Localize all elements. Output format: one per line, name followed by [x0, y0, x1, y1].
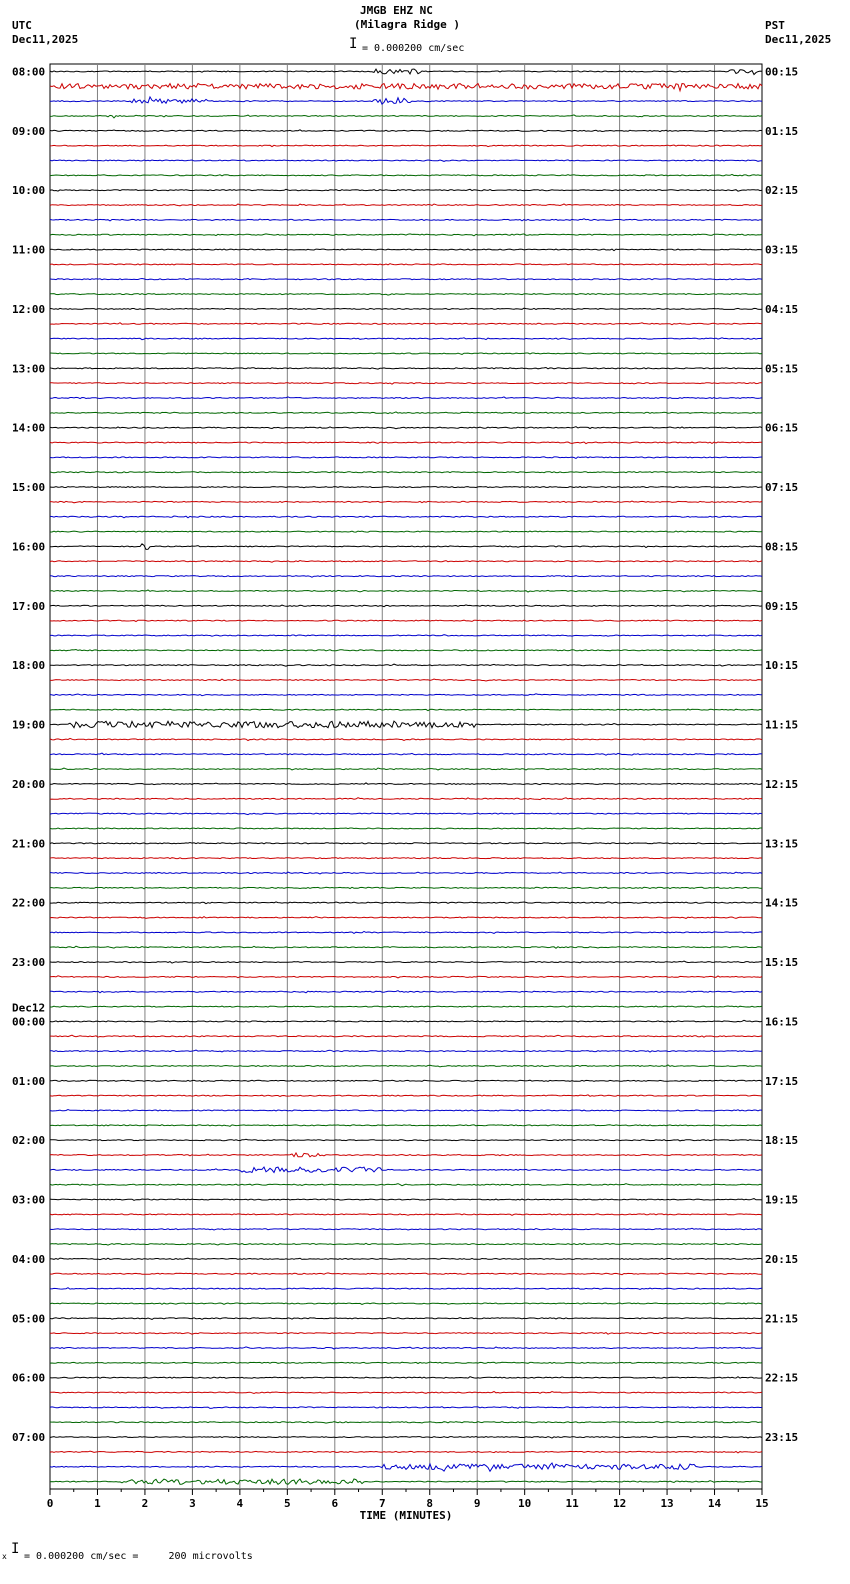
x-tick-label: 1 [94, 1497, 101, 1510]
trace-line [50, 1228, 762, 1230]
utc-hour-label: 13:00 [12, 362, 46, 376]
trace-line [50, 1139, 762, 1141]
trace-line [50, 828, 762, 829]
trace-line [50, 1110, 762, 1112]
pst-hour-label: 17:15 [765, 1074, 799, 1088]
trace-line [50, 279, 762, 280]
pst-hour-label: 02:15 [765, 184, 799, 198]
trace-line [50, 1392, 762, 1394]
utc-hour-label: 09:00 [12, 124, 46, 138]
trace-line [50, 174, 762, 175]
pst-hour-label: 22:15 [765, 1371, 799, 1385]
left-date: Dec11,2025 [12, 33, 79, 46]
trace-line [50, 721, 762, 728]
pst-hour-label: 12:15 [765, 777, 799, 791]
trace-line [50, 1214, 762, 1215]
pst-hour-label: 09:15 [765, 599, 799, 613]
trace-line [50, 635, 762, 637]
trace-line [50, 219, 762, 221]
trace-line [50, 1288, 762, 1290]
utc-hour-label: 04:00 [12, 1252, 46, 1266]
pst-hour-label: 20:15 [765, 1252, 799, 1266]
x-tick-label: 13 [660, 1497, 674, 1510]
trace-line [50, 1437, 762, 1439]
utc-hour-label: 06:00 [12, 1371, 46, 1385]
trace-line [50, 1095, 762, 1097]
trace-line [50, 768, 762, 770]
trace-line [50, 487, 762, 488]
plot-frame [50, 64, 762, 1489]
trace-line [50, 650, 762, 651]
trace-line [50, 323, 762, 325]
trace-line [50, 576, 762, 578]
right-timezone: PST [765, 19, 785, 32]
x-tick-label: 8 [426, 1497, 434, 1510]
trace-line [50, 798, 762, 800]
trace-line [50, 843, 762, 844]
utc-hour-label: 16:00 [12, 540, 46, 554]
trace-line [50, 115, 762, 118]
trace-line [50, 516, 762, 518]
pst-hour-label: 14:15 [765, 896, 799, 910]
footer-corner-mark: x [2, 1552, 7, 1561]
utc-hour-label: 07:00 [12, 1431, 46, 1445]
trace-line [50, 709, 762, 711]
trace-line [50, 1184, 762, 1186]
trace-line [50, 1258, 762, 1260]
trace-line [50, 976, 762, 978]
utc-hour-label: 05:00 [12, 1312, 46, 1326]
pst-hour-label: 06:15 [765, 421, 799, 435]
trace-line [50, 858, 762, 859]
trace-line [50, 738, 762, 740]
trace-line [50, 887, 762, 889]
trace-line [50, 544, 762, 550]
utc-hour-label: 12:00 [12, 302, 46, 316]
pst-hour-label: 23:15 [765, 1431, 799, 1445]
trace-line [50, 1167, 762, 1172]
pst-hour-label: 19:15 [765, 1193, 799, 1207]
trace-line [50, 902, 762, 904]
trace-line [50, 1479, 762, 1484]
scale-label: = 0.000200 cm/sec [362, 43, 465, 54]
trace-line [50, 679, 762, 681]
trace-line [50, 917, 762, 919]
trace-line [50, 294, 762, 296]
x-tick-label: 5 [284, 1497, 291, 1510]
pst-hour-label: 04:15 [765, 302, 799, 316]
trace-line [50, 1020, 762, 1022]
pst-hour-label: 16:15 [765, 1015, 799, 1029]
trace-line [50, 694, 762, 696]
pst-hour-label: 10:15 [765, 659, 799, 673]
trace-line [50, 457, 762, 459]
trace-line [50, 1006, 762, 1007]
trace-line [50, 130, 762, 132]
trace-line [50, 961, 762, 963]
utc-date-change-label: Dec12 [12, 1001, 46, 1015]
trace-line [50, 1407, 762, 1409]
utc-hour-label: 17:00 [12, 599, 46, 613]
trace-line [50, 368, 762, 370]
footer-scale-icon: I [11, 1541, 20, 1557]
utc-hour-label: 21:00 [12, 837, 46, 851]
trace-line [50, 1362, 762, 1364]
trace-line [50, 1333, 762, 1335]
utc-hour-label: 01:00 [12, 1074, 46, 1088]
trace-line [50, 69, 762, 75]
trace-line [50, 813, 762, 815]
trace-line [50, 189, 762, 191]
station-title: JMGB EHZ NC [360, 4, 433, 17]
trace-line [50, 1422, 762, 1423]
trace-line [50, 234, 762, 236]
trace-line [50, 1153, 762, 1157]
x-tick-label: 14 [707, 1497, 722, 1510]
trace-line [50, 84, 762, 91]
trace-line [50, 783, 762, 785]
trace-line [50, 1065, 762, 1067]
left-timezone: UTC [12, 19, 32, 32]
utc-hour-label: 18:00 [12, 659, 46, 673]
trace-line [50, 97, 762, 104]
trace-line [50, 383, 762, 385]
trace-line [50, 1050, 762, 1052]
utc-hour-label: 20:00 [12, 777, 46, 791]
trace-line [50, 204, 762, 206]
pst-hour-label: 07:15 [765, 481, 799, 495]
utc-hour-label: 15:00 [12, 481, 46, 495]
x-tick-label: 11 [565, 1497, 579, 1510]
utc-hour-label: 22:00 [12, 896, 46, 910]
x-tick-label: 15 [755, 1497, 769, 1510]
utc-hour-label: 03:00 [12, 1193, 46, 1207]
pst-hour-label: 13:15 [765, 837, 799, 851]
trace-line [50, 946, 762, 948]
trace-line [50, 1273, 762, 1275]
trace-line [50, 1243, 762, 1245]
x-tick-label: 2 [141, 1497, 149, 1510]
trace-line [50, 664, 762, 666]
utc-hour-label: 08:00 [12, 65, 46, 79]
utc-hour-label: 00:00 [12, 1015, 46, 1029]
trace-line [50, 931, 762, 933]
x-tick-label: 3 [189, 1497, 196, 1510]
trace-line [50, 590, 762, 592]
trace-line [50, 308, 762, 309]
utc-hour-label: 02:00 [12, 1134, 46, 1148]
trace-line [50, 1035, 762, 1037]
trace-line [50, 145, 762, 147]
trace-line [50, 1080, 762, 1081]
pst-hour-label: 00:15 [765, 65, 799, 79]
trace-line [50, 501, 762, 503]
scale-bar-icon: I [349, 36, 358, 52]
trace-line [50, 338, 762, 340]
trace-line [50, 1451, 762, 1453]
trace-line [50, 1125, 762, 1127]
trace-line [50, 160, 762, 162]
pst-hour-label: 15:15 [765, 956, 799, 970]
pst-hour-label: 08:15 [765, 540, 799, 554]
utc-hour-label: 14:00 [12, 421, 46, 435]
trace-line [50, 264, 762, 265]
trace-line [50, 620, 762, 621]
pst-hour-label: 11:15 [765, 718, 799, 732]
utc-hour-label: 11:00 [12, 243, 46, 257]
utc-hour-label: 10:00 [12, 184, 46, 198]
x-tick-label: 4 [236, 1497, 244, 1510]
x-tick-label: 6 [331, 1497, 339, 1510]
trace-line [50, 442, 762, 444]
trace-line [50, 1303, 762, 1304]
trace-line [50, 1318, 762, 1320]
trace-line [50, 397, 762, 399]
pst-hour-label: 03:15 [765, 243, 799, 257]
trace-line [50, 249, 762, 251]
utc-hour-label: 23:00 [12, 956, 46, 970]
right-date: Dec11,2025 [765, 33, 832, 46]
trace-line [50, 605, 762, 607]
trace-line [50, 1377, 762, 1379]
trace-line [50, 1199, 762, 1201]
trace-line [50, 412, 762, 414]
footer-scale-label: = 0.000200 cm/sec = 200 microvolts [24, 1551, 253, 1562]
pst-hour-label: 18:15 [765, 1134, 799, 1148]
trace-line [50, 1463, 762, 1471]
x-tick-label: 0 [46, 1497, 54, 1510]
trace-line [50, 561, 762, 563]
x-tick-label: 12 [612, 1497, 627, 1510]
pst-hour-label: 05:15 [765, 362, 799, 376]
x-tick-label: 9 [473, 1497, 481, 1510]
trace-line [50, 353, 762, 354]
trace-line [50, 427, 762, 429]
trace-line [50, 753, 762, 755]
pst-hour-label: 01:15 [765, 124, 799, 138]
trace-line [50, 472, 762, 473]
trace-line [50, 531, 762, 532]
station-location: (Milagra Ridge ) [354, 18, 460, 31]
pst-hour-label: 21:15 [765, 1312, 799, 1326]
x-axis-label: TIME (MINUTES) [359, 1509, 453, 1522]
x-tick-label: 10 [518, 1497, 532, 1510]
trace-line [50, 991, 762, 993]
trace-line [50, 1347, 762, 1349]
x-tick-label: 7 [378, 1497, 386, 1510]
trace-line [50, 872, 762, 874]
utc-hour-label: 19:00 [12, 718, 46, 732]
